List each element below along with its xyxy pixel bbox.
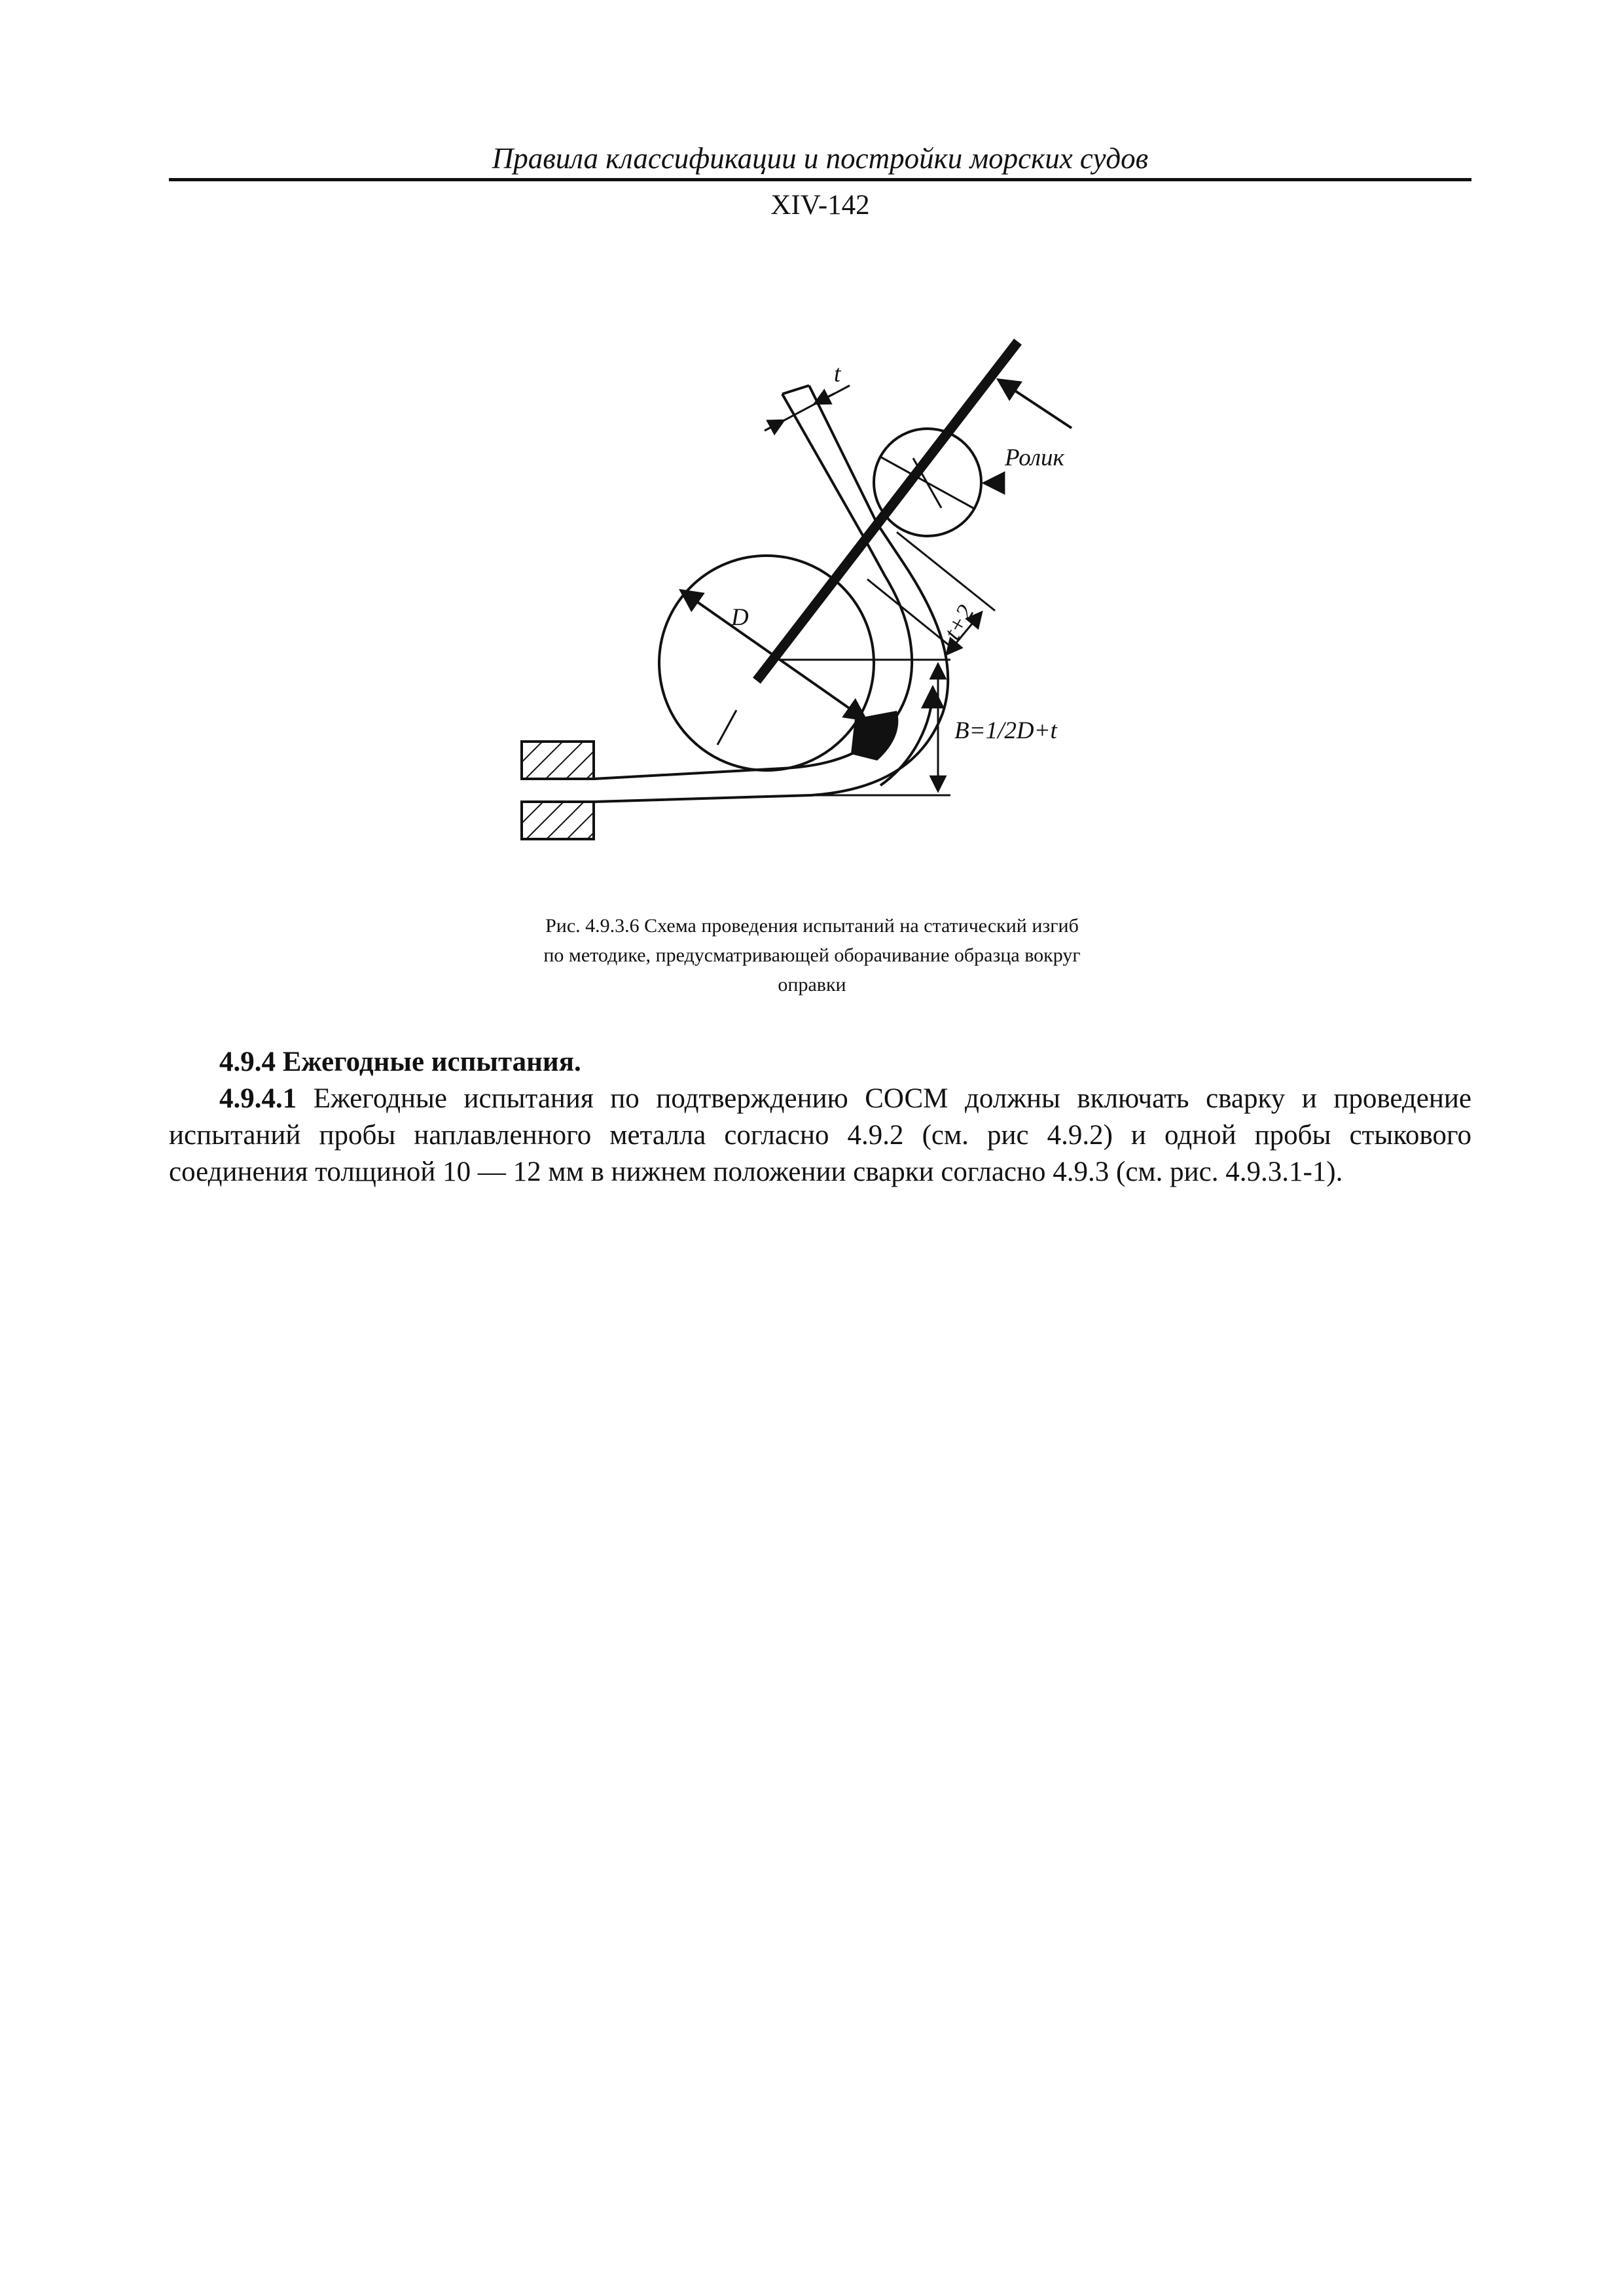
t-label: t — [834, 361, 841, 387]
bend-test-drawing — [0, 0, 1624, 916]
t-dimension-arrow-left — [765, 420, 784, 431]
bar-pointer-line — [998, 380, 1072, 428]
paragraph-line-1 — [169, 1081, 1471, 1117]
specimen-end-cap — [782, 386, 809, 394]
paragraph-line-1-text: Ежегодные испытания по подтверждению СОСМ должны включать сварку и проведение — [313, 1083, 1471, 1114]
d-dimension-line — [681, 590, 866, 720]
weld-zone — [851, 711, 898, 761]
figure-caption — [393, 911, 1231, 999]
figure-caption-line-3: оправки — [778, 974, 846, 996]
clamp-block-lower — [522, 802, 594, 839]
roller-label: Ролик — [1005, 444, 1064, 471]
figure-caption-line-2: по методике, предусматривающей оборачивание образца вокруг — [543, 944, 1081, 966]
figure-bend-test-diagram — [0, 0, 1624, 996]
t-plus-2-label: t+2 — [939, 600, 980, 645]
section-heading: 4.9.4 Ежегодные испытания. — [219, 1047, 581, 1077]
page-number: XIV-142 — [770, 190, 870, 221]
paragraph-number: 4.9.4.1 — [219, 1083, 297, 1114]
paragraph-line-3: соединения толщиной 10 — 12 мм в нижнем положении сварки согласно 4.9.3 (см. рис. 4.9.3.1-1). — [169, 1157, 1343, 1187]
d-extension-line — [717, 710, 736, 745]
clamp-block-upper — [522, 742, 594, 779]
t-dimension-arrow-right — [814, 393, 835, 404]
figure-caption-line-1: Рис. 4.9.3.6 Схема проведения испытаний на статический изгиб — [545, 915, 1079, 937]
loading-bar — [757, 342, 1018, 681]
b-formula-label: B=1/2D+t — [954, 717, 1057, 744]
d-label: D — [731, 604, 749, 631]
running-header-title: Правила классификации и постройки морских судов — [492, 142, 1149, 175]
t2-extension-line-upper — [897, 532, 995, 611]
paragraph-line-2: испытаний пробы наплавленного металла согласно 4.9.2 (см. рис 4.9.2) и одной пробы стыкового — [169, 1120, 1471, 1151]
paragraph-4-9-4-1 — [169, 1081, 1471, 1191]
